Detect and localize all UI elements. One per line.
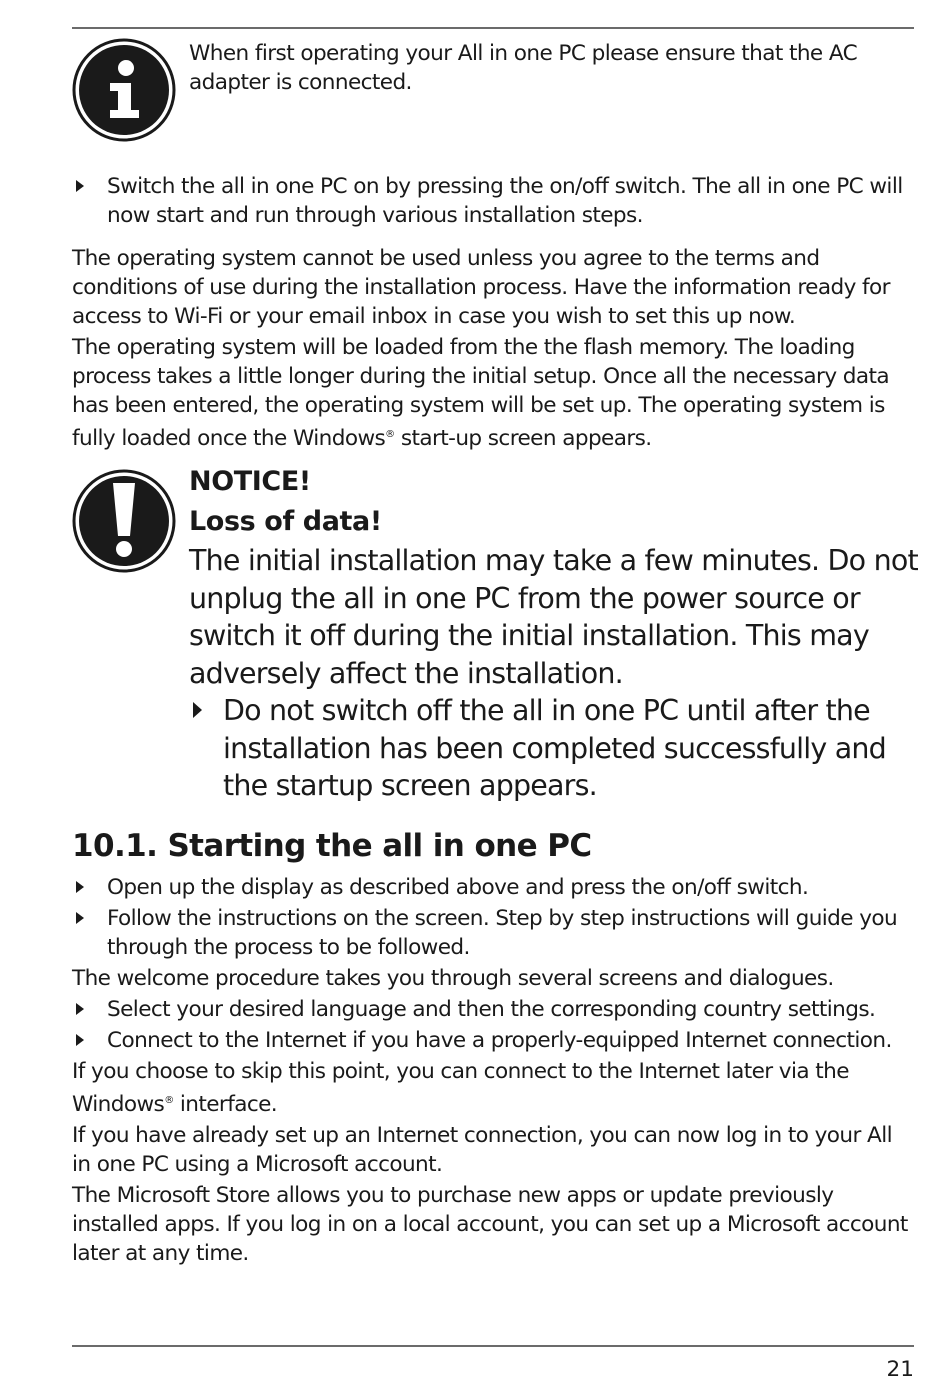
registered-mark: ® (164, 1095, 174, 1106)
bullet-triangle-icon (76, 912, 84, 924)
list-item (72, 873, 914, 902)
intro-paragraph-2 (72, 333, 914, 453)
paragraph-text: If you choose to skip this point, you can connect to the Internet later via the Windows (72, 1059, 849, 1118)
paragraph: The Microsoft Store allows you to purchase new apps or update previously installed apps. If you log in on a local account, you can set up a Microsoft account later at any time. (72, 1183, 908, 1267)
list-item-text: Connect to the Internet if you have a properly-equipped Internet connection. (107, 1028, 892, 1053)
list-item-text: Do not switch off the all in one PC until after the installation has been completed successfully and the startup screen appears. (223, 694, 886, 802)
exclamation-icon (72, 469, 176, 573)
notice-body: The initial installation may take a few minutes. Do not unplug the all in one PC from the power source or switch it off during the initial installation. This may adversely affect the installation. (189, 544, 918, 690)
list-item (72, 995, 914, 1024)
list-item-text: Select your desired language and then the corresponding country settings. (107, 997, 876, 1022)
page-number: 21 (886, 1357, 914, 1382)
list-item-text: Switch the all in one PC on by pressing the on/off switch. The all in one PC will now start and run through various installation steps. (107, 174, 903, 228)
paragraph: The operating system cannot be used unless you agree to the terms and conditions of use during the installation process. Have the information ready for access to Wi-Fi or your email inbox in case you wish to set this up now. (72, 246, 890, 329)
paragraph: The welcome procedure takes you through several screens and dialogues. (72, 966, 834, 991)
intro-paragraph-1 (72, 244, 914, 331)
list-item (72, 172, 914, 230)
list-item-text: Open up the display as described above and press the on/off switch. (107, 875, 809, 900)
list-item (72, 904, 914, 962)
notice-subheading: Loss of data! (189, 506, 382, 537)
top-rule (72, 27, 914, 29)
bullet-triangle-icon (76, 881, 84, 893)
section-title: 10.1. Starting the all in one PC (72, 828, 592, 864)
paragraph-text: start-up screen appears. (394, 426, 652, 452)
bullet-triangle-icon (76, 1003, 84, 1015)
bottom-rule (72, 1345, 914, 1347)
list-item-text: Follow the instructions on the screen. Step by step instructions will guide you through the process to be followed. (107, 906, 898, 960)
section-content (72, 873, 914, 1268)
info-note-text (189, 39, 889, 97)
bullet-triangle-icon (193, 702, 202, 718)
intro-bullet (72, 172, 914, 230)
notice-block (189, 462, 919, 805)
paragraph-text: The operating system will be loaded from the the flash memory. The loading process takes a little longer during the initial setup. Once all the necessary data has been entered, the operating system will be set up. The operating system is fully loaded once the Windows (72, 335, 890, 452)
registered-mark: ® (385, 429, 395, 440)
notice-bullet (189, 692, 919, 805)
info-icon (72, 38, 176, 142)
paragraph-text: interface. (173, 1092, 278, 1118)
info-note-paragraph: When first operating your All in one PC please ensure that the AC adapter is connected. (189, 41, 858, 95)
paragraph (72, 1057, 914, 1119)
bullet-triangle-icon (76, 180, 84, 192)
notice-heading: NOTICE! (189, 466, 311, 497)
paragraph (72, 333, 914, 453)
list-item (72, 1026, 914, 1055)
paragraph: If you have already set up an Internet connection, you can now log in to your All in one PC using a Microsoft account. (72, 1123, 893, 1178)
bullet-triangle-icon (76, 1034, 84, 1046)
